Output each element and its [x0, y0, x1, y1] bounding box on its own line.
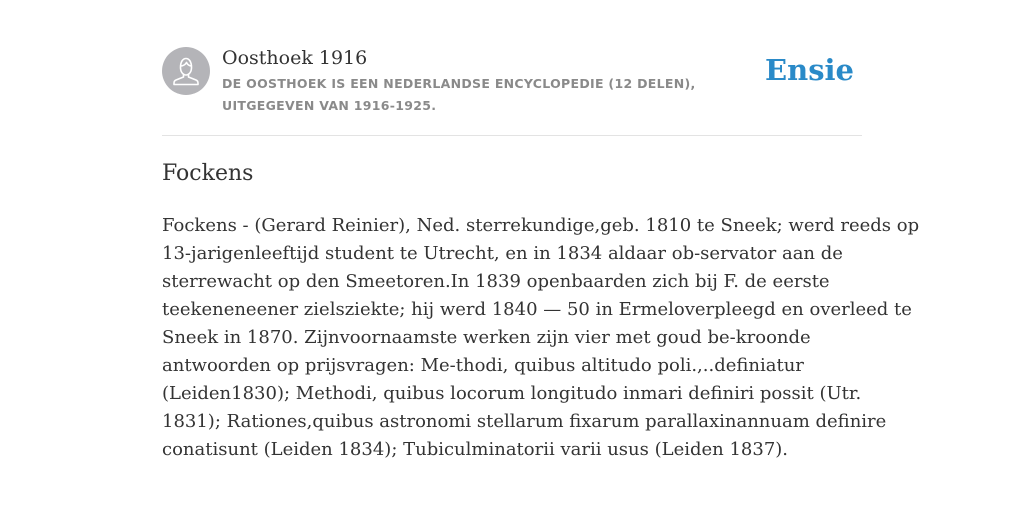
- entry-body-line: antwoorden op prijsvragen: Me-thodi, quibus altitudo poli.,..definiatur: [162, 355, 804, 376]
- entry-body-line: (Leiden1830); Methodi, quibus locorum longitudo inmari definiri possit (Utr.: [162, 383, 862, 404]
- source-description: DE OOSTHOEK IS EEN NEDERLANDSE ENCYCLOPEDIE (12 DELEN), UITGEGEVEN VAN 1916-1925.: [222, 76, 696, 113]
- source-header: [162, 46, 862, 116]
- header-divider: [162, 135, 862, 136]
- entry-body-line: 13-jarigenleeftijd student te Utrecht, en in 1834 aldaar ob-servator aan de: [162, 243, 843, 264]
- entry-body-line: 1831); Rationes,quibus astronomi stellarum fixarum parallaxinannuam definire: [162, 411, 887, 432]
- source-avatar[interactable]: [162, 47, 210, 95]
- entry-body: [162, 212, 920, 464]
- user-silhouette-icon: [162, 47, 210, 95]
- entry-body-line: Sneek in 1870. Zijnvoornaamste werken zijn vier met goud be-kroonde: [162, 327, 811, 348]
- ensie-logo[interactable]: Ensie: [765, 53, 854, 87]
- entry-body-line: conatisunt (Leiden 1834); Tubiculminatorii varii usus (Leiden 1837).: [162, 439, 789, 460]
- source-title[interactable]: Oosthoek 1916: [222, 47, 368, 69]
- entry-body-line: teekeneneener zielsziekte; hij werd 1840 — 50 in Ermeloverpleegd en overleed te: [162, 299, 912, 320]
- entry-body-line: Fockens - (Gerard Reinier), Ned. sterrekundige,geb. 1810 te Sneek; werd reeds op: [162, 215, 920, 236]
- entry-body-line: sterrewacht op den Smeetoren.In 1839 openbaarden zich bij F. de eerste: [162, 271, 830, 292]
- entry-title: Fockens: [162, 161, 254, 186]
